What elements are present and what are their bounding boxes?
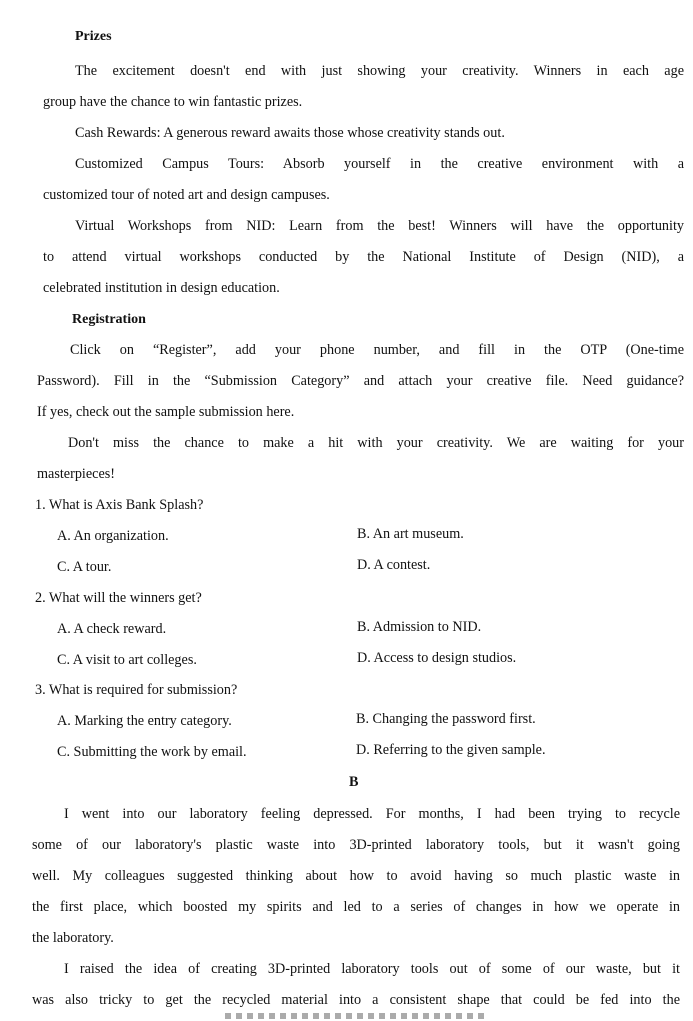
question-3-option-d: D. Referring to the given sample. <box>356 742 546 758</box>
campus-tours-line-2: customized tour of noted art and design campuses. <box>43 187 330 203</box>
question-3-option-c: C. Submitting the work by email. <box>57 744 247 760</box>
cropped-text-edge <box>225 1013 485 1019</box>
registration-heading: Registration <box>72 312 146 327</box>
section-b-line-6: I raised the idea of creating 3D-printed laboratory tools out of some of our waste, but it <box>64 961 680 977</box>
workshops-line-3: celebrated institution in design education. <box>43 280 280 296</box>
section-b-line-4: the first place, which boosted my spirits and led to a series of changes in how we operate in <box>32 899 680 915</box>
section-b-line-1: I went into our laboratory feeling depressed. For months, I had been trying to recycle <box>64 806 680 822</box>
section-b-line-5: the laboratory. <box>32 930 114 946</box>
prizes-heading: Prizes <box>75 29 112 44</box>
campus-tours-line-1: Customized Campus Tours: Absorb yourself in the creative environment with a <box>75 156 684 172</box>
question-1-option-b: B. An art museum. <box>357 526 464 542</box>
workshops-line-2: to attend virtual workshops conducted by the National Institute of Design (NID), a <box>43 249 684 265</box>
question-3-stem: 3. What is required for submission? <box>35 682 238 698</box>
question-1-option-a: A. An organization. <box>57 528 169 544</box>
question-2-option-a: A. A check reward. <box>57 621 167 637</box>
prizes-intro-line-1: The excitement doesn't end with just showing your creativity. Winners in each age <box>75 63 684 79</box>
question-1-option-d: D. A contest. <box>357 557 431 573</box>
prizes-intro-line-2: group have the chance to win fantastic prizes. <box>43 94 303 110</box>
cash-rewards-text: Cash Rewards: A generous reward awaits those whose creativity stands out. <box>75 125 505 141</box>
question-1-stem: 1. What is Axis Bank Splash? <box>35 497 204 513</box>
section-b-line-2: some of our laboratory's plastic waste into 3D-printed laboratory tools, but it wasn't going <box>32 837 680 853</box>
closing-line-2: masterpieces! <box>37 466 115 482</box>
question-1-option-c: C. A tour. <box>57 559 112 575</box>
registration-line-1: Click on “Register”, add your phone number, and fill in the OTP (One-time <box>70 342 684 358</box>
question-3-option-a: A. Marking the entry category. <box>57 713 232 729</box>
workshops-line-1: Virtual Workshops from NID: Learn from the best! Winners will have the opportunity <box>75 218 684 234</box>
registration-line-2: Password). Fill in the “Submission Category” and attach your creative file. Need guidance? <box>37 373 684 389</box>
question-2-option-b: B. Admission to NID. <box>357 619 482 635</box>
section-b-line-3: well. My colleagues suggested thinking about how to avoid having so much plastic waste in <box>32 868 680 884</box>
section-b-line-7: was also tricky to get the recycled material into a consistent shape that could be fed into the <box>32 992 680 1008</box>
registration-line-3: If yes, check out the sample submission here. <box>37 404 295 420</box>
section-b-label: B <box>349 774 359 790</box>
question-2-option-c: C. A visit to art colleges. <box>57 652 197 668</box>
question-2-stem: 2. What will the winners get? <box>35 590 202 606</box>
question-3-option-b: B. Changing the password first. <box>356 711 536 727</box>
closing-line-1: Don't miss the chance to make a hit with your creativity. We are waiting for your <box>68 435 684 451</box>
question-2-option-d: D. Access to design studios. <box>357 650 517 666</box>
